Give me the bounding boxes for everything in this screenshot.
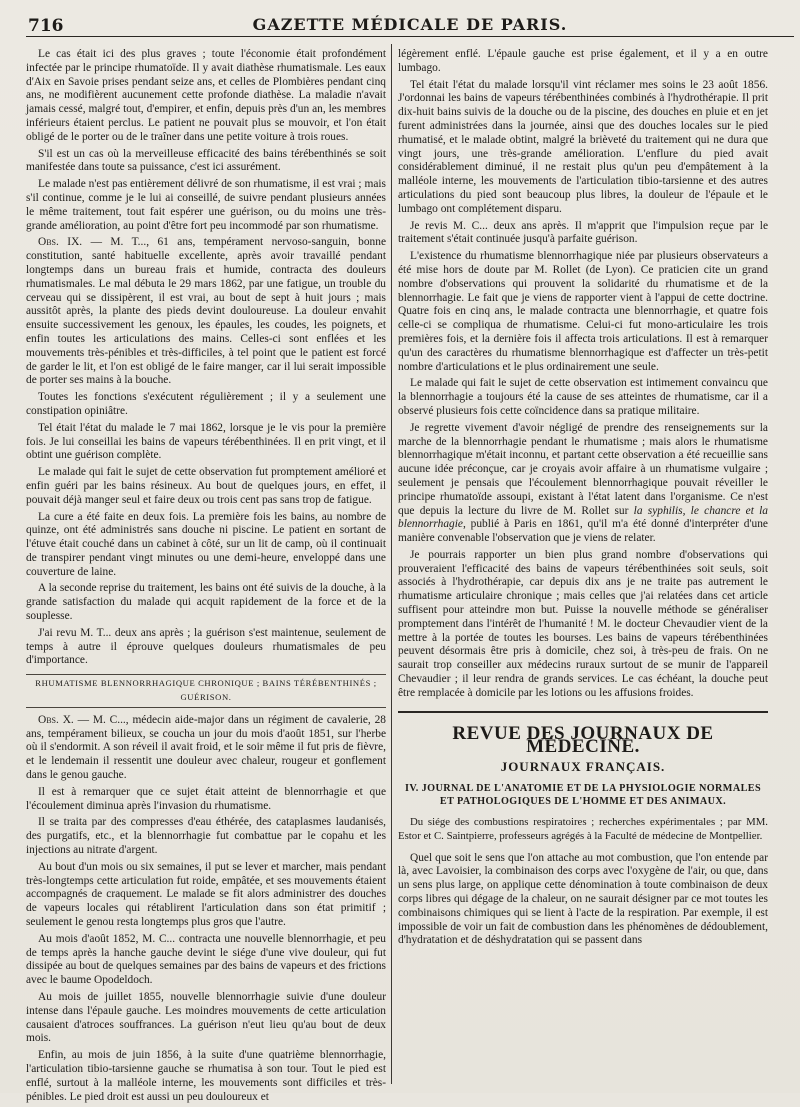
paragraph: Le malade n'est pas entièrement délivré de son rhumatisme, il est vrai ; mais s'il continue, comme je le lui ai conseillé, de suivre pendant plusieurs années le même traitement, tout fait espérer une guérison, ou du moins une très-grande amélioration, au point d'être fort peu incommodé par son rhumatisme.: [26, 178, 386, 232]
journal-title: GAZETTE MÉDICALE DE PARIS.: [252, 15, 568, 34]
paragraph: Il se traita par des compresses d'eau éthérée, des cataplasmes laudanisés, des purgatifs, etc., et la blennorrhagie fut combattue par le copahu et les injections au nitrate d'argent.: [26, 816, 386, 857]
review-article-heading: IV. JOURNAL DE L'ANATOMIE ET DE LA PHYSIOLOGIE NORMALES ET PATHOLOGIQUES DE L'HOMME ET DES ANIMAUX.: [404, 783, 762, 808]
column-divider: [391, 44, 392, 1084]
paragraph: J'ai revu M. T... deux ans après ; la guérison s'est maintenue, seulement de temps à autre il éprouve quelques douleurs rhumatismales de peu d'importance.: [26, 626, 386, 667]
paragraph: Tel était l'état du malade le 7 mai 1862, lorsque je le vis pour la première fois. Je lui conseillai les bains de vapeurs térébenthinées. Il en prit vingt, et il obtint une guérison complète.: [26, 421, 386, 462]
section-heading: RHUMATISME BLENNORRHAGIQUE CHRONIQUE ; BAINS TÉRÉBENTHINÉS ; GUÉRISON.: [26, 674, 386, 708]
paragraph: Je revis M. C... deux ans après. Il m'apprit que l'impulsion reçue par le traitement s'était continuée jusqu'à parfaite guérison.: [398, 219, 768, 246]
paragraph: Au bout d'un mois ou six semaines, il put se lever et marcher, mais pendant très-longtemps cette articulation fut roide, empâtée, et ses mouvements étaient accompagnés de craquement. Le malade se fit alors administrer des douches de vapeurs locales qui rétablirent l'articulation dans son état primitif ; seulement le genou resta longtemps plus gros que l'autre.: [26, 860, 386, 929]
observation-label: Obs. IX.: [38, 236, 83, 249]
review-subtitle: JOURNAUX FRANÇAIS.: [500, 759, 666, 775]
paragraph: légèrement enflé. L'épaule gauche est prise également, et il y a en outre lumbago.: [398, 48, 768, 74]
review-title: REVUE DES JOURNAUX DE MÉDECINE.: [452, 722, 714, 758]
paragraph: Le malade qui fait le sujet de cette observation est intimement convaincu que la blennorrhagie a toujours été la cause de ses atteintes de rhumatisme, car il a observé plusieurs fois cette coïncidence dans sa pratique militaire.: [398, 377, 768, 417]
book-title: la syphilis, le chancre et la blennorrhagie: [398, 504, 768, 531]
paragraph: Le cas était ici des plus graves ; toute l'économie était profondément infectée par le principe rhumatoïde. Il y avait diathèse rhumatismale. Les eaux d'Aix en Savoie prises pendant seize ans, et celles de Plombières pendant cinq ans, ne modifièrent aucunement cette profonde diathèse. La maladie n'avait jamais cessé, malgré tout, d'empirer, et enfin, depuis près d'un an, les membres inférieurs étaient perclus. Le patient ne pouvait plus se mouvoir, et l'on était obligé de le porter ou de le traîner dans une petite voiture à trois roues.: [26, 48, 386, 143]
page-number: 716: [28, 16, 64, 36]
text-run: , publié à Paris en 1861, qu'il m'a été donné d'interpréter d'une manière convenable l'observation que je viens de relater.: [398, 518, 768, 545]
observation-9: [26, 236, 386, 388]
review-article-subheading: Du siége des combustions respiratoires ; recherches expérimentales ; par MM. Estor et C. Saintpierre, professeurs agrégés à la Faculté de médecine de Montpellier.: [398, 816, 768, 842]
paragraph: L'existence du rhumatisme blennorrhagique niée par plusieurs observateurs a été mise hors de doute par M. Rollet (de Lyon). Ce praticien cite un grand nombre d'observations qui prouvent la solidarité du rhumatisme et de la blennorrhagie. Le fait que je viens de rapporter vient à l'appui de cette doctrine. Quatre fois en cinq ans, le malade contracta une blennorrhagie, et quatre fois celle-ci se compliqua de rhumatisme. Celui-ci fut mono-articulaire les trois premières fois, et la dernière fois il affecta trois articulations. Il est à remarquer qu'un des caractères du rhumatisme blennorrhagique est d'affecter un très-petit nombre d'articulations et le plus ordinairement une seule.: [398, 250, 768, 373]
observation-10: [26, 714, 386, 783]
paragraph: Toutes les fonctions s'exécutent régulièrement ; il y a seulement une constipation opiniâtre.: [26, 391, 386, 417]
paragraph: Il est à remarquer que ce sujet était atteint de blennorrhagie et que l'écoulement diminua après l'invasion du rhumatisme.: [26, 785, 386, 812]
observation-text: — M. C..., médecin aide-major dans un régiment de cavalerie, 28 ans, tempérament bilieux, se coucha un jour du mois d'août 1851, sur l'herbe où il s'endormit. A son réveil il avait froid, et le soir même il fut pris de fièvre, et le lendemain il ressentit une douleur avec chaleur, rougeur et gonflement dans le genou gauche.: [26, 713, 386, 782]
paragraph: Je pourrais rapporter un bien plus grand nombre d'observations qui prouveraient l'efficacité des bains de vapeurs térébenthinées soit seuls, soit associés à l'hydrothérapie, car depuis dix ans je ne traite pas autrement le rhumatisme articulaire chronique ; mais celles que j'ai relatées dans cet article suffisent pour atteindre mon but. Puisse la nouvelle méthode se généraliser promptement dans l'intérêt de l'humanité ! M. le docteur Chevaudier vient de la mettre à la portée de toutes les bourses. Les bains de vapeurs térébenthinées peuvent désormais être pris à domicile, chez soi, à très-peu de frais. On ne saurait trop conseiller aux médecins ruraux surtout de se munir de l'appareil Chevaudier ; il leur rendra de grands services. Le cas échéant, la douche peut être remplacée à domicile par les lotions ou les affusions froides.: [398, 548, 768, 699]
paragraph: Enfin, au mois de juin 1856, à la suite d'une quatrième blennorrhagie, l'articulation tibio-tarsienne gauche se rhumatisa à son tour. Tout le pied est enflé, surtout à la malléole interne, les mouvements sont difficiles et très-pénibles. Le pied droit est aussi un peu douloureux et: [26, 1049, 386, 1103]
paragraph: A la seconde reprise du traitement, les bains ont été suivis de la douche, à la grande satisfaction du malade qui acquit rapidement de la force et de la souplesse.: [26, 582, 386, 623]
text-run: Je regrette vivement d'avoir négligé de prendre des renseignements sur la marche de la blennorrhagie pendant le rhumatisme ; mais alors le rhumatisme blennorrhagique m'était inconnu, et partant cette observation a été recueillie sans aucune idée préconçue, car je croyais avoir affaire à un rhumatisme vulgaire ; seulement je pensais que l'écoulement blennorrhagique pouvait réveiller le principe rhumatoïde assoupi, existant à l'état latent dans l'organisme. Ce n'est que depuis la lecture du livre de M. Rollet sur: [398, 421, 768, 517]
left-column: [26, 48, 386, 1107]
paragraph: Quel que soit le sens que l'on attache au mot combustion, que l'on entende par là, avec Lavoisier, la combinaison des corps avec l'oxygène de l'air, ou que, dans un sens plus large, on applique cette dénomination à toute combinaison de deux corps libres qui dégage de la chaleur, on ne saurait désigner par ce mot toutes les combinaisons chimiques qui se lient à l'acte de la respiration. Par exemple, il est impossible de voir un fait de combustion dans les phénomènes de dédoublement, d'hydratation et de déshydratation qui se passent dans: [398, 851, 768, 947]
observation-text: — M. T..., 61 ans, tempérament nervoso-sanguin, bonne constitution, santé habituelle excellente, après avoir travaillé pendant longtemps dans un bureau frais et humide, contracta des douleurs rhumatismales. Le mal débuta le 29 mars 1862, par une fatigue, un trouble du cerveau qui se dissipèrent, il est vrai, au bout de sept à huit jours ; mais aussitôt après, la plante des pieds devint douloureuse. La douleur envahit ensuite successivement les genoux, les épaules, les coudes, les poignets, et enfin toutes les articulations des mains. Celles-ci sont enflées et les mouvements très-pénibles et très-difficiles, à tel point que le patient est forcé de garder le lit, et l'on est obligé de le faire manger, car il lui serait impossible de porter ses mains à la bouche.: [26, 236, 386, 387]
paragraph: [398, 422, 768, 546]
paragraph: Tel était l'état du malade lorsqu'il vint réclamer mes soins le 23 août 1856. J'ordonnai les bains de vapeurs térébenthinées combinés à l'hydrothérapie. Il prit dix-huit bains suivis de la douche ou de la piscine, des douches en pluie et en jet furent administrées dans la journée, ainsi que des douches locales sur le pied rhumatisé, et le malade obtint, malgré la brièveté du traitement qui ne dura que vingt jours, une très-grande amélioration. L'enflure du pied avait considérablement diminué, il ne restait plus qu'un peu d'empâtement à la malléole interne, les mouvements de l'articulation tibio-tarsienne et des autres articulations du pied sont beaucoup plus libres, la douleur de l'épaule et le lumbago ont complétement disparu.: [398, 78, 768, 215]
paragraph: Le malade qui fait le sujet de cette observation fut promptement amélioré et enfin guéri par les bains résineux. Au bout de quelques jours, en effet, il pouvait déjà manger seul et faire deux ou trois cent pas sans trop de fatigue.: [26, 466, 386, 506]
paragraph: S'il est un cas où la merveilleuse efficacité des bains térébenthinés se soit manifestée dans toute sa puissance, c'est ici assurément.: [26, 147, 386, 174]
right-column: [398, 48, 768, 951]
review-section: [398, 711, 768, 949]
paragraph: La cure a été faite en deux fois. La première fois les bains, au nombre de quinze, ont été administrés sans douche ni piscine. Le patient en sortant de l'étuve était couché dans un cabinet à côté, sur un lit de camp, où il continuait de transpirer pendant vingt minutes ou une demi-heure, enveloppé dans une couverture de laine.: [26, 510, 386, 578]
observation-label: Obs. X.: [38, 713, 74, 726]
paragraph: Au mois d'août 1852, M. C... contracta une nouvelle blennorrhagie, et peu de temps après la hanche gauche devint le siége d'une vive douleur, qui fut dissipée au bout de quelques semaines par des bains de vapeurs et des frictions avec le baume Opodeldoch.: [26, 932, 386, 987]
paragraph: Au mois de juillet 1855, nouvelle blennorrhagie suivie d'une douleur intense dans l'épaule gauche. Les moindres mouvements de cette articulation causaient d'atroces souffrances. La guérison n'eut lieu qu'au bout de deux mois.: [26, 991, 386, 1045]
page-header: [26, 12, 794, 37]
